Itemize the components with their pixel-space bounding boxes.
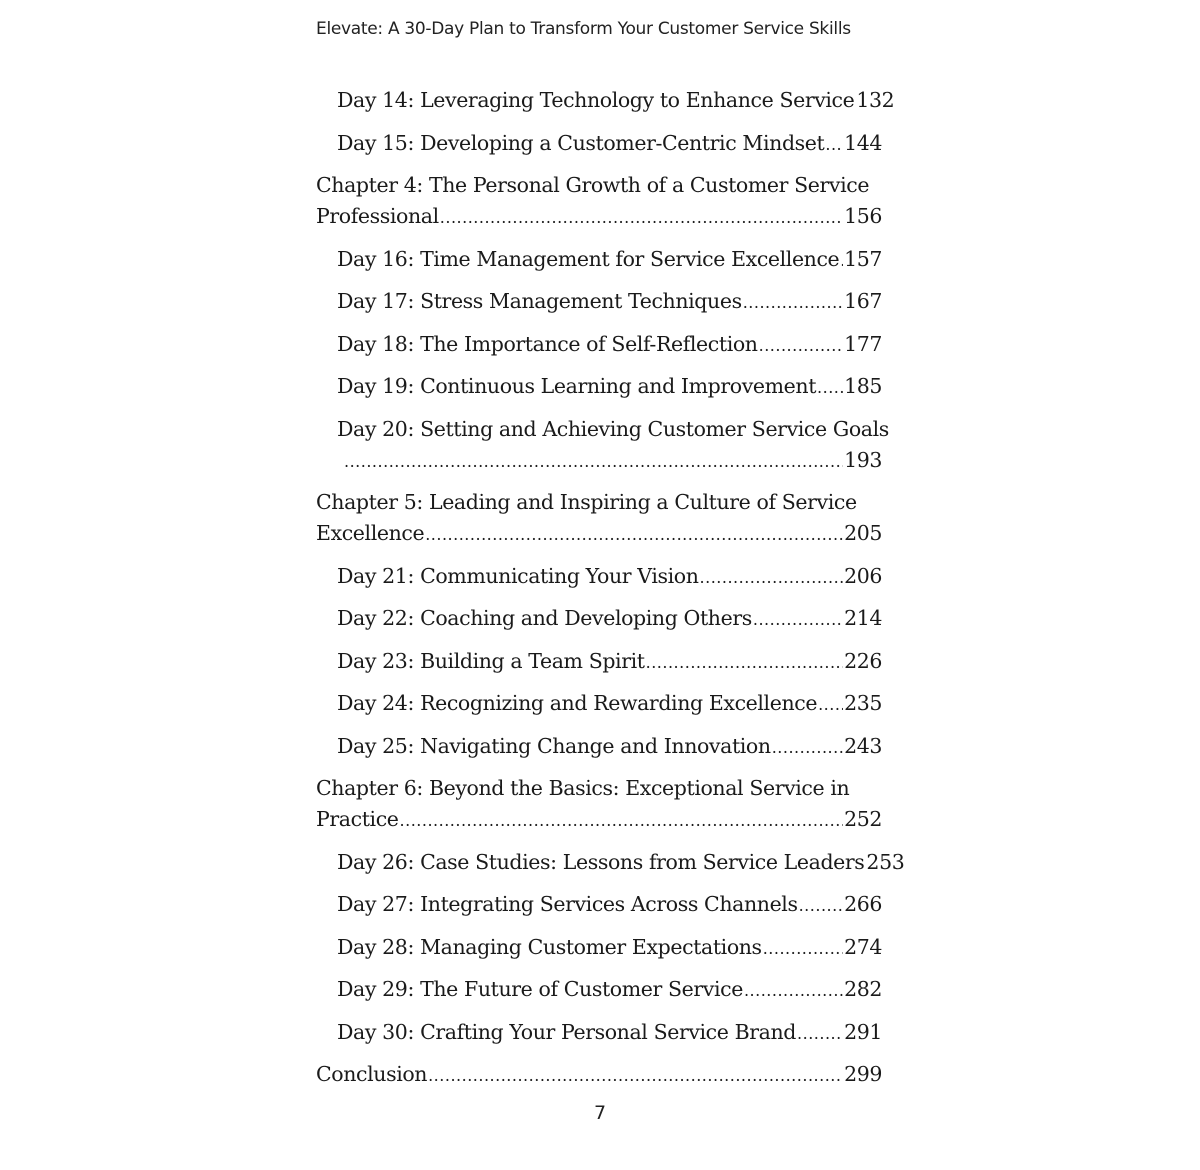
toc-page-number: 235 (844, 691, 882, 715)
dot-leader (428, 1060, 843, 1091)
toc-entry-title: Day 17: Stress Management Techniques (337, 289, 742, 313)
dot-leader (825, 129, 843, 160)
dot-leader (646, 647, 843, 678)
toc-page-number: 132 (856, 88, 895, 112)
toc-page-number: 243 (844, 733, 882, 758)
toc-entry-title: Day 30: Crafting Your Personal Service Brand (337, 1019, 797, 1044)
toc-page-number: 156 (844, 204, 882, 228)
dot-leader (753, 604, 843, 635)
toc-entry-title: Day 15: Developing a Customer-Centric Mindset (337, 130, 825, 155)
toc-entry-day-22[interactable] (316, 603, 882, 635)
toc-page-number: 185 (844, 374, 882, 398)
dot-leader (818, 689, 843, 720)
dot-leader (743, 287, 843, 318)
toc-page-number: 291 (844, 1019, 882, 1044)
toc-entry-day-17[interactable] (316, 286, 882, 318)
toc-entry-day-28[interactable] (316, 932, 882, 964)
toc-page-number: 226 (844, 648, 882, 673)
toc-page-number: 157 (844, 246, 882, 271)
toc-entry-day-18[interactable] (316, 329, 882, 361)
toc-entry-day-26[interactable] (316, 847, 905, 879)
dot-leader (817, 372, 843, 403)
running-header: Elevate: A 30-Day Plan to Transform Your Customer Service Skills (316, 19, 851, 39)
toc-entry-day-29[interactable] (316, 974, 882, 1006)
toc-page-number: 299 (844, 1062, 882, 1086)
dot-leader (772, 732, 843, 763)
toc-entry-title: Day 19: Continuous Learning and Improvement (337, 374, 817, 398)
toc-entry-day-20[interactable] (316, 414, 889, 477)
toc-entry-title: Day 26: Case Studies: Lessons from Service Leaders (337, 849, 865, 874)
toc-chapter-title-line2: Professional (316, 204, 439, 228)
toc-entry-day-24[interactable] (316, 688, 882, 720)
toc-entry-title: Day 14: Leveraging Technology to Enhance Service (337, 88, 855, 112)
toc-page-number: 144 (844, 130, 882, 155)
toc-entry-title: Day 24: Recognizing and Rewarding Excellence (337, 691, 818, 715)
dot-leader (763, 933, 843, 964)
toc-page-number: 206 (844, 563, 882, 588)
toc-entry-title: Day 18: The Importance of Self-Reflection (337, 331, 758, 356)
toc-page-number: 282 (844, 977, 882, 1001)
toc-page-number: 193 (844, 447, 882, 472)
toc-entry-title: Day 16: Time Management for Service Excellence (337, 246, 840, 271)
dot-leader (344, 446, 843, 477)
page-number: 7 (593, 1102, 607, 1124)
toc-entry-title: Day 21: Communicating Your Vision (337, 563, 699, 588)
dot-leader (440, 202, 843, 233)
toc-page-number: 205 (844, 521, 882, 545)
dot-leader (400, 805, 844, 836)
toc-entry-day-21[interactable] (316, 561, 882, 593)
toc-entry-day-15[interactable] (316, 128, 882, 160)
dot-leader (700, 562, 844, 593)
toc-chapter-title-line1: Chapter 4: The Personal Growth of a Customer Service (316, 173, 870, 197)
dot-leader (425, 519, 843, 550)
toc-chapter-title-line1: Chapter 5: Leading and Inspiring a Culture of Service (316, 490, 857, 514)
toc-page-number: 167 (844, 289, 882, 313)
toc-entry-chapter-5[interactable] (316, 487, 882, 550)
toc-chapter-title-line2: Excellence (316, 521, 425, 545)
toc-entry-day-14[interactable] (316, 85, 895, 117)
table-of-contents (316, 85, 905, 1102)
toc-entry-title: Day 29: The Future of Customer Service (337, 977, 743, 1001)
toc-entry-day-16[interactable] (316, 244, 882, 276)
toc-entry-conclusion[interactable] (316, 1059, 882, 1091)
toc-entry-chapter-4[interactable] (316, 170, 882, 233)
toc-entry-chapter-6[interactable] (316, 773, 882, 836)
toc-entry-title: Conclusion (316, 1062, 428, 1086)
toc-entry-day-27[interactable] (316, 889, 882, 921)
dot-leader (797, 1018, 843, 1049)
toc-entry-title: Day 25: Navigating Change and Innovation (337, 733, 771, 758)
toc-page-number: 266 (844, 892, 882, 916)
toc-entry-title: Day 28: Managing Customer Expectations (337, 934, 762, 959)
toc-chapter-title-line1: Chapter 6: Beyond the Basics: Exceptional Service in (316, 776, 850, 800)
toc-entry-day-23[interactable] (316, 646, 882, 678)
toc-entry-day-25[interactable] (316, 731, 882, 763)
toc-entry-day-30[interactable] (316, 1017, 882, 1049)
toc-chapter-title-line2: Practice (316, 807, 399, 831)
toc-page-number: 252 (844, 807, 882, 831)
dot-leader (799, 890, 843, 921)
toc-page-number: 177 (844, 331, 882, 356)
toc-entry-day-19[interactable] (316, 371, 882, 403)
dot-leader (744, 975, 843, 1006)
dot-leader (759, 330, 843, 361)
toc-page-number: 253 (866, 849, 905, 874)
toc-page-number: 274 (844, 934, 882, 959)
toc-entry-title: Day 20: Setting and Achieving Customer Service Goals (337, 416, 889, 441)
dot-leader (840, 245, 843, 276)
toc-entry-title: Day 22: Coaching and Developing Others (337, 606, 752, 630)
toc-entry-title: Day 27: Integrating Services Across Channels (337, 892, 798, 916)
toc-entry-title: Day 23: Building a Team Spirit (337, 648, 645, 673)
toc-page-number: 214 (844, 606, 882, 630)
